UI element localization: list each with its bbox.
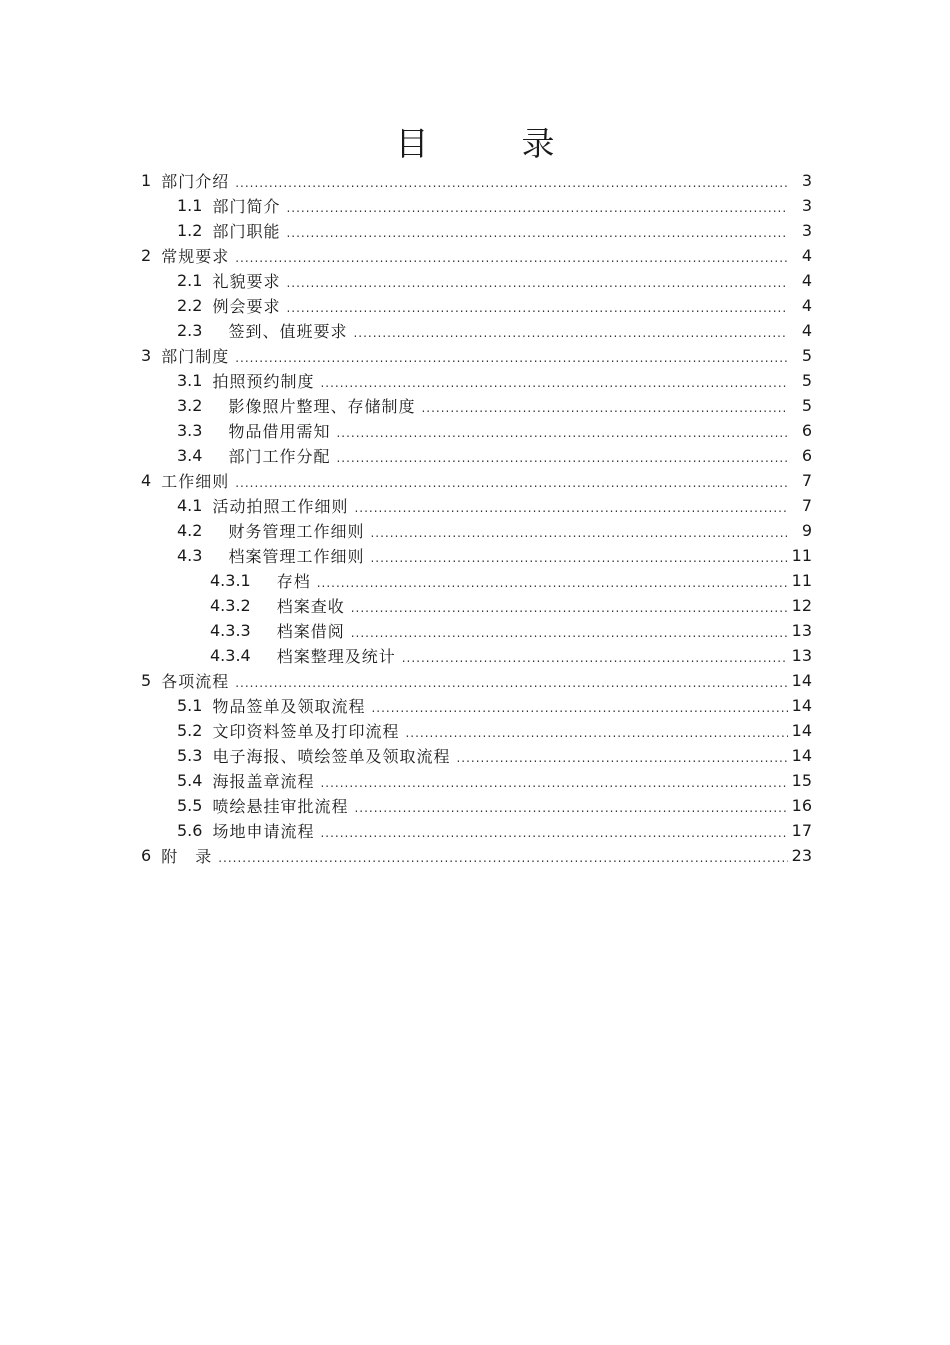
toc-leader-dots	[402, 648, 788, 664]
toc-entry-page: 7	[801, 471, 812, 490]
toc-entry[interactable]	[0, 618, 950, 643]
toc-entry-title: 场地申请流程	[212, 822, 315, 841]
toc-entry-number: 5.1	[177, 696, 203, 715]
toc-leader-dots	[235, 473, 788, 489]
toc-entry-page: 9	[801, 521, 812, 540]
toc-entry[interactable]	[0, 693, 950, 718]
toc-entry-title: 电子海报、喷绘签单及领取流程	[212, 747, 451, 766]
toc-entry-page: 13	[791, 646, 812, 665]
toc-entry[interactable]	[0, 793, 950, 818]
toc-entry-number: 3.3	[177, 421, 203, 440]
toc-entry-title: 部门介绍	[161, 172, 230, 191]
toc-leader-dots	[286, 273, 788, 289]
toc-entry[interactable]	[0, 668, 950, 693]
toc-entry-page: 5	[801, 346, 812, 365]
toc-entry-title: 档案管理工作细则	[228, 547, 365, 566]
toc-entry-title: 海报盖章流程	[212, 772, 315, 791]
toc-leader-dots	[405, 723, 788, 739]
toc-entry-number: 1	[141, 171, 152, 190]
toc-entry-number: 4.3.3	[210, 621, 251, 640]
toc-entry-number: 4.3.2	[210, 596, 251, 615]
toc-entry[interactable]	[0, 418, 950, 443]
toc-entry[interactable]	[0, 643, 950, 668]
toc-entry-title: 档案借阅	[276, 622, 345, 641]
toc-leader-dots	[336, 448, 788, 464]
toc-entry[interactable]	[0, 293, 950, 318]
toc-entry-title: 档案整理及统计	[276, 647, 396, 666]
toc-entry-page: 11	[791, 571, 812, 590]
toc-entry-page: 14	[791, 671, 812, 690]
toc-entry-title: 喷绘悬挂审批流程	[212, 797, 349, 816]
toc-entry[interactable]	[0, 243, 950, 268]
toc-entry-number: 5.6	[177, 821, 203, 840]
toc-entry-title: 部门职能	[212, 222, 281, 241]
toc-entry-title: 常规要求	[161, 247, 230, 266]
toc-entry-page: 14	[791, 746, 812, 765]
toc-entry-number: 4.2	[177, 521, 203, 540]
toc-entry-number: 2.3	[177, 321, 203, 340]
toc-entry-number: 2.1	[177, 271, 203, 290]
toc-entry[interactable]	[0, 543, 950, 568]
toc-entry[interactable]	[0, 593, 950, 618]
toc-entry-title: 各项流程	[161, 672, 230, 691]
toc-entry-page: 3	[801, 196, 812, 215]
toc-entry-title: 活动拍照工作细则	[212, 497, 349, 516]
toc-leader-dots	[353, 323, 788, 339]
toc-entry-title: 财务管理工作细则	[228, 522, 365, 541]
toc-entry-title: 工作细则	[161, 472, 230, 491]
toc-leader-dots	[421, 398, 788, 414]
toc-entry-number: 5.5	[177, 796, 203, 815]
toc-entry-title: 物品借用需知	[228, 422, 331, 441]
toc-entry-page: 14	[791, 696, 812, 715]
toc-entry[interactable]	[0, 768, 950, 793]
toc-entry-number: 4.3.1	[210, 571, 251, 590]
toc-leader-dots	[286, 198, 788, 214]
toc-entry[interactable]	[0, 468, 950, 493]
toc-entry[interactable]	[0, 843, 950, 868]
toc-leader-dots	[235, 248, 788, 264]
toc-entry[interactable]	[0, 568, 950, 593]
toc-entry[interactable]	[0, 743, 950, 768]
toc-leader-dots	[351, 598, 788, 614]
toc-entry-number: 4.3.4	[210, 646, 251, 665]
toc-leader-dots	[235, 348, 788, 364]
toc-entry-number: 5	[141, 671, 152, 690]
toc-entry-page: 23	[791, 846, 812, 865]
toc-leader-dots	[320, 823, 788, 839]
toc-entry[interactable]	[0, 518, 950, 543]
toc-entry-number: 5.2	[177, 721, 203, 740]
toc-entry-title: 礼貌要求	[212, 272, 281, 291]
toc-entry[interactable]	[0, 318, 950, 343]
toc-leader-dots	[371, 698, 788, 714]
toc-leader-dots	[351, 623, 788, 639]
toc-entry-page: 16	[791, 796, 812, 815]
toc-entry-title: 例会要求	[212, 297, 281, 316]
toc-leader-dots	[456, 748, 788, 764]
toc-entry-page: 7	[801, 496, 812, 515]
toc-entry-page: 5	[801, 396, 812, 415]
toc-entry-page: 11	[791, 546, 812, 565]
page-title: 目 录	[395, 124, 585, 163]
toc-entry-page: 6	[801, 421, 812, 440]
toc-entry-title: 部门简介	[212, 197, 281, 216]
toc-entry-number: 4.3	[177, 546, 203, 565]
toc-entry-title: 物品签单及领取流程	[212, 697, 366, 716]
toc-entry-number: 6	[141, 846, 152, 865]
toc-entry-page: 4	[801, 296, 812, 315]
toc-entry-title: 影像照片整理、存储制度	[228, 397, 416, 416]
toc-leader-dots	[286, 223, 788, 239]
toc-entry-number: 2	[141, 246, 152, 265]
toc-entry-title: 签到、值班要求	[228, 322, 348, 341]
toc-entry-title: 拍照预约制度	[212, 372, 315, 391]
toc-entry[interactable]	[0, 718, 950, 743]
toc-leader-dots	[235, 173, 788, 189]
toc-leader-dots	[370, 523, 788, 539]
toc-entry-number: 4.1	[177, 496, 203, 515]
toc-entry-number: 5.3	[177, 746, 203, 765]
toc-entry[interactable]	[0, 368, 950, 393]
toc-entry[interactable]	[0, 218, 950, 243]
toc-leader-dots	[354, 498, 788, 514]
table-of-contents	[0, 168, 950, 868]
toc-entry-page: 3	[801, 221, 812, 240]
toc-entry-page: 12	[791, 596, 812, 615]
toc-leader-dots	[317, 573, 788, 589]
toc-entry-number: 4	[141, 471, 152, 490]
toc-entry[interactable]	[0, 168, 950, 193]
toc-entry[interactable]	[0, 193, 950, 218]
toc-entry[interactable]	[0, 393, 950, 418]
toc-leader-dots	[354, 798, 788, 814]
toc-entry-title: 部门工作分配	[228, 447, 331, 466]
toc-entry[interactable]	[0, 343, 950, 368]
toc-leader-dots	[320, 373, 788, 389]
toc-entry-page: 13	[791, 621, 812, 640]
toc-entry-number: 1.2	[177, 221, 203, 240]
toc-entry-page: 4	[801, 321, 812, 340]
toc-entry-page: 4	[801, 246, 812, 265]
toc-entry-number: 3.4	[177, 446, 203, 465]
toc-entry-number: 1.1	[177, 196, 203, 215]
toc-entry-page: 3	[801, 171, 812, 190]
toc-leader-dots	[320, 773, 788, 789]
toc-entry-page: 4	[801, 271, 812, 290]
toc-entry-number: 3	[141, 346, 152, 365]
toc-entry[interactable]	[0, 818, 950, 843]
toc-entry-page: 14	[791, 721, 812, 740]
toc-leader-dots	[218, 848, 788, 864]
toc-entry-number: 3.1	[177, 371, 203, 390]
toc-entry-page: 17	[791, 821, 812, 840]
toc-entry-title: 附 录	[161, 847, 213, 866]
toc-entry-number: 3.2	[177, 396, 203, 415]
toc-entry-title: 档案查收	[276, 597, 345, 616]
toc-entry-title: 存档	[276, 572, 311, 591]
toc-entry-page: 5	[801, 371, 812, 390]
toc-entry-title: 部门制度	[161, 347, 230, 366]
toc-entry-title: 文印资料签单及打印流程	[212, 722, 400, 741]
toc-entry[interactable]	[0, 493, 950, 518]
toc-entry[interactable]	[0, 268, 950, 293]
toc-leader-dots	[235, 673, 788, 689]
toc-entry[interactable]	[0, 443, 950, 468]
toc-entry-number: 2.2	[177, 296, 203, 315]
toc-entry-page: 15	[791, 771, 812, 790]
toc-leader-dots	[336, 423, 788, 439]
toc-leader-dots	[370, 548, 788, 564]
toc-entry-page: 6	[801, 446, 812, 465]
toc-entry-number: 5.4	[177, 771, 203, 790]
toc-leader-dots	[286, 298, 788, 314]
